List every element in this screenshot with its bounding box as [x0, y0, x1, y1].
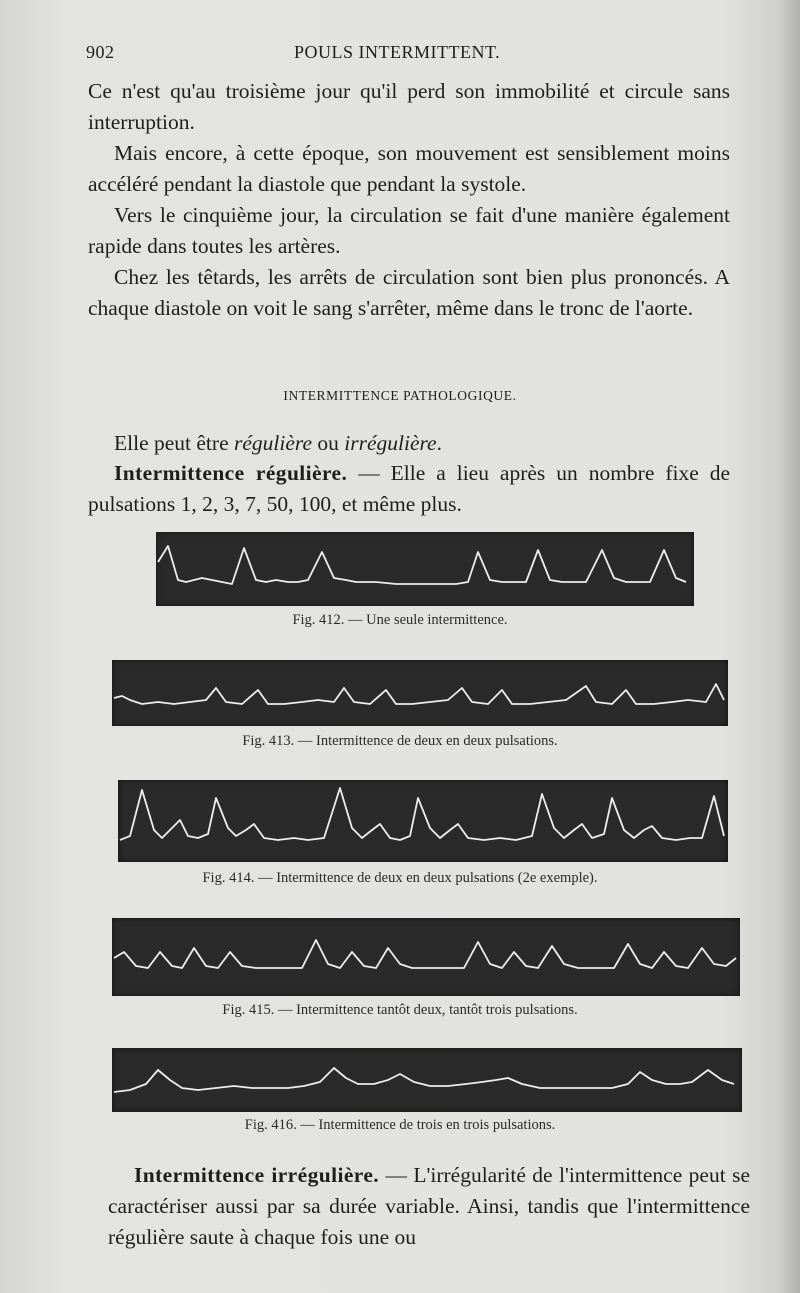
irregular-heading: Intermittence irrégulière. — [134, 1163, 380, 1187]
regular-heading: Intermittence régulière. — [114, 461, 348, 485]
figure-416-caption: Fig. 416. — Intermittence de trois en trois pulsations. — [244, 1117, 556, 1133]
intro-prefix: Elle peut être — [114, 431, 234, 455]
pulse-trace-413 — [112, 660, 728, 726]
paragraph-2: Mais encore, à cette époque, son mouvement est sensiblement moins accéléré pendant la diastole que pendant la systole. — [88, 141, 730, 196]
running-title: POULS INTERMITTENT. — [294, 42, 501, 62]
section-heading: INTERMITTENCE PATHOLOGIQUE. — [283, 388, 517, 403]
page-number: 902 — [86, 42, 115, 62]
pulse-trace-416 — [112, 1048, 742, 1112]
regular-text: — Elle a lieu après un nombre fixe de pulsations 1, 2, 3, 7, 50, 100, et même plus. — [88, 461, 730, 516]
figure-413-tracing — [112, 660, 728, 726]
page-header — [86, 42, 726, 68]
figure-415-caption: Fig. 415. — Intermittence tantôt deux, tantôt trois pulsations. — [222, 1002, 578, 1018]
figure-415-tracing — [112, 918, 740, 996]
figure-413-caption: Fig. 413. — Intermittence de deux en deux pulsations. — [242, 733, 558, 749]
regular-paragraph — [88, 458, 730, 520]
paragraph-1: Ce n'est qu'au troisième jour qu'il perd son immobilité et circule sans interruption. — [88, 79, 730, 134]
pulse-trace-415 — [112, 918, 740, 996]
intro-suffix: . — [436, 431, 442, 455]
figure-414-caption: Fig. 414. — Intermittence de deux en deux pulsations (2e exemple). — [202, 870, 598, 886]
intro-regular: régulière — [233, 431, 312, 455]
pulse-trace-414 — [118, 780, 728, 862]
irregular-text: — L'irrégularité de l'intermittence peut se caractériser aussi par sa durée variable. Ainsi, tandis que l'intermittence régulière saute à chaque fois une ou — [108, 1163, 750, 1249]
figure-416-tracing — [112, 1048, 742, 1112]
intro-paragraph — [88, 428, 730, 459]
irregular-paragraph — [108, 1160, 750, 1253]
figure-414-tracing — [118, 780, 728, 862]
intro-irregular: irrégulière — [344, 431, 437, 455]
page-edge-shadow — [778, 0, 800, 1293]
intro-mid: ou — [312, 431, 345, 455]
figure-412-tracing — [156, 532, 694, 606]
figure-412-caption: Fig. 412. — Une seule intermittence. — [292, 612, 508, 628]
pulse-trace-412 — [156, 532, 694, 606]
paragraph-4: Chez les têtards, les arrêts de circulation sont bien plus prononcés. A chaque diastole on voit le sang s'arrêter, même dans le tronc de l'aorte. — [88, 265, 730, 320]
paragraph-3: Vers le cinquième jour, la circulation se fait d'une manière également rapide dans toutes les artères. — [88, 203, 730, 258]
